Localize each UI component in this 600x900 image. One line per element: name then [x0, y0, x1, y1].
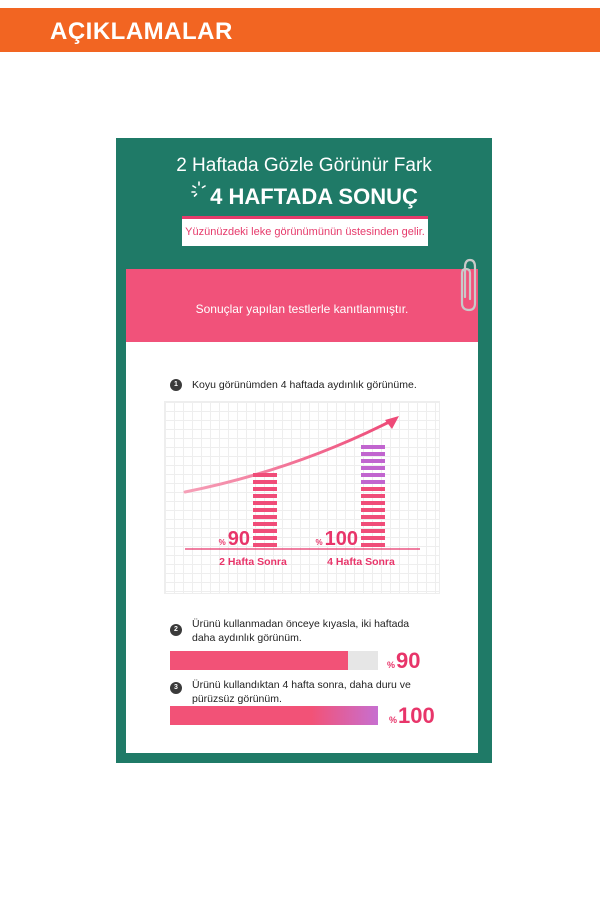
- chart-bar-2-stripe: [361, 487, 385, 491]
- progress-bar-1: [170, 651, 378, 670]
- results-panel: [126, 269, 478, 753]
- item-3-text: [192, 678, 411, 706]
- item-3-line1: Ürünü kullandıktan 4 hafta sonra, daha duru ve: [192, 679, 411, 691]
- progress-2-prefix: %: [389, 715, 398, 725]
- item-2-line2: daha aydınlık görünüm.: [192, 632, 302, 644]
- top-bar: [0, 8, 600, 52]
- item-2-line1: Ürünü kullanmadan önceye kıyasla, iki haftada: [192, 618, 410, 630]
- progress-2-value: [389, 703, 435, 729]
- chart-bar-1-stripe: [253, 543, 277, 547]
- progress-1-value: [387, 648, 421, 674]
- chart-bar-2-stripe: [361, 494, 385, 498]
- paperclip-icon: [458, 257, 478, 313]
- item-3-line2: pürüzsüz görünüm.: [192, 693, 282, 705]
- chart-value-label-1: % 90: [218, 528, 250, 550]
- card-heading: 2 Haftada Gözle Görünür Fark: [176, 155, 432, 176]
- progress-1-prefix: %: [387, 660, 396, 670]
- chart-bar-1-stripe: [253, 494, 277, 498]
- chart-bar-1-stripe: [253, 515, 277, 519]
- progress-2-number: 100: [398, 703, 435, 728]
- chart-value-label-2: % 100: [315, 528, 358, 550]
- chart-bar-2-stripe: [361, 452, 385, 456]
- progress-bar-2: [170, 706, 378, 725]
- item-2-text: [192, 617, 409, 645]
- item-1-number: 1: [170, 379, 182, 391]
- sparkle-icon: [190, 180, 208, 198]
- page-title: AÇIKLAMALAR: [50, 18, 233, 45]
- item-2-number: 2: [170, 624, 182, 636]
- chart-bar-2-stripe: [361, 543, 385, 547]
- chart-bar-1-stripe: [253, 522, 277, 526]
- chart-bar-2-stripe: [361, 515, 385, 519]
- subheading-text: 4 HAFTADA SONUÇ: [210, 184, 418, 209]
- info-card: [116, 138, 492, 763]
- progress-1-number: 90: [396, 648, 421, 673]
- chart-bar-1-stripe: [253, 501, 277, 505]
- chart-bar-1-stripe: [253, 473, 277, 477]
- claim-box: Yüzünüzdeki leke görünümünün üstesinden gelir.: [182, 216, 428, 246]
- chart-svg: [165, 402, 441, 595]
- chart-bar-1-stripe: [253, 508, 277, 512]
- chart-bar-2-stripe: [361, 522, 385, 526]
- item-3-number: 3: [170, 682, 182, 694]
- trend-arrow-head: [385, 416, 399, 429]
- chart-bar-2: [361, 445, 385, 547]
- chart-bar-2-stripe: [361, 508, 385, 512]
- chart-bar-1-stripe: [253, 487, 277, 491]
- results-chart: [164, 401, 440, 594]
- chart-bar-2-stripe: [361, 466, 385, 470]
- chart-bar-2-stripe: [361, 473, 385, 477]
- chart-bar-1-stripe: [253, 536, 277, 540]
- chart-bar-2-stripe: [361, 501, 385, 505]
- panel-header: Sonuçlar yapılan testlerle kanıtlanmıştır.: [126, 269, 478, 342]
- chart-bar-2-stripe: [361, 480, 385, 484]
- chart-bar-2-stripe: [361, 459, 385, 463]
- chart-bar-1: [253, 473, 277, 547]
- chart-bar-2-stripe: [361, 529, 385, 533]
- progress-bar-1-fill: [170, 651, 348, 670]
- item-1-text: Koyu görünümden 4 haftada aydınlık görünüme.: [192, 379, 417, 391]
- chart-bar-2-stripe: [361, 445, 385, 449]
- progress-bar-2-fill: [170, 706, 378, 725]
- chart-category-label-2: 4 Hafta Sonra: [327, 556, 395, 568]
- chart-bar-1-stripe: [253, 480, 277, 484]
- chart-bar-1-stripe: [253, 529, 277, 533]
- chart-category-label-1: 2 Hafta Sonra: [219, 556, 287, 568]
- chart-bar-2-stripe: [361, 536, 385, 540]
- card-subheading: [116, 184, 492, 210]
